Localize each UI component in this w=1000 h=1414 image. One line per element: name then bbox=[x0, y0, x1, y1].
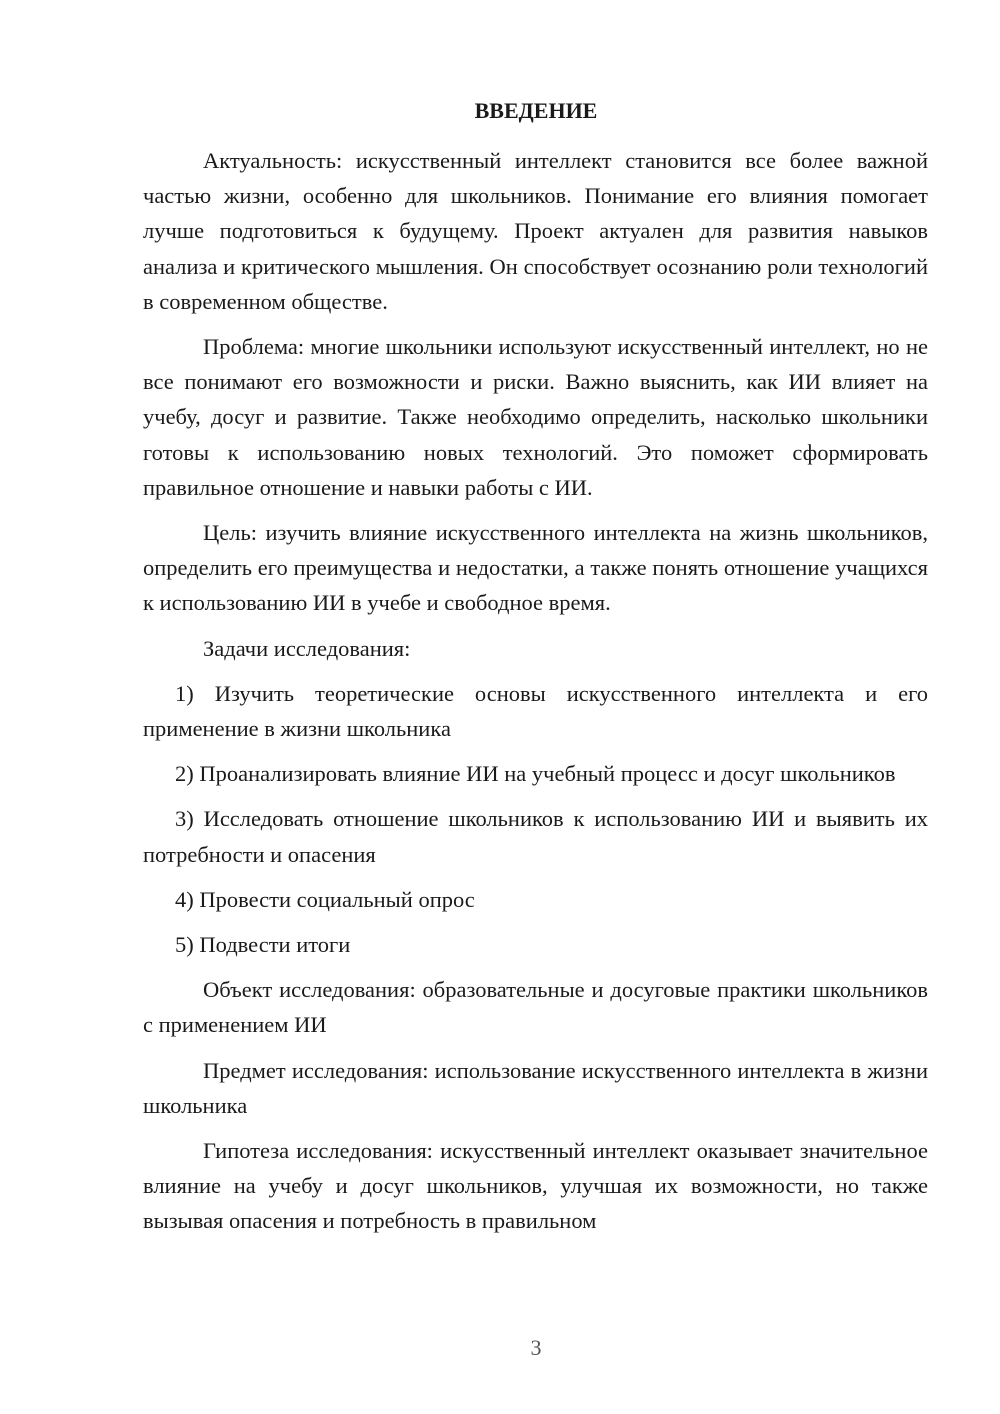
task-item-4: 4) Провести социальный опрос bbox=[175, 886, 475, 912]
section-title: ВВЕДЕНИЕ bbox=[474, 98, 598, 123]
task-item-1: 1) Изучить теоретические основы искусственного интеллекта и его применение в жизни школьника bbox=[143, 680, 928, 742]
paragraph-problem: Проблема: многие школьники используют искусственный интеллект, но не все понимают его возможности и риски. Важно выяснить, как ИИ влияет на учебу, досуг и развитие. Также необходимо определить, насколько школьники готовы к использованию новых технологий. Это поможет сформировать правильное отношение и навыки работы с ИИ. bbox=[143, 334, 928, 500]
body-text bbox=[143, 143, 928, 1249]
task-item-3: 3) Исследовать отношение школьников к использованию ИИ и выявить их потребности и опасения bbox=[143, 806, 928, 867]
paragraph-subject: Предмет исследования: использование искусственного интеллекта в жизни школьника bbox=[143, 1057, 928, 1118]
paragraph-goal: Цель: изучить влияние искусственного интеллекта на жизнь школьников, определить его преимущества и недостатки, а также понять отношение учащихся к использованию ИИ в учебе и свободное время. bbox=[143, 520, 928, 616]
page-number: 3 bbox=[530, 1335, 542, 1360]
task-item-5: 5) Подвести итоги bbox=[175, 932, 351, 958]
paragraph-object: Объект исследования: образовательные и досуговые практики школьников с применением ИИ bbox=[143, 977, 928, 1038]
task-item-2: 2) Проанализировать влияние ИИ на учебный процесс и досуг школьников bbox=[175, 761, 896, 787]
paragraph-relevance: Актуальность: искусственный интеллект становится все более важной частью жизни, особенно для школьников. Понимание его влияния помогает лучше подготовиться к будущему. Проект актуален для развития навыков анализа и критического мышления. Он способствует осознанию роли технологий в современном обществе. bbox=[143, 148, 928, 314]
paragraph-hypothesis: Гипотеза исследования: искусственный интеллект оказывает значительное влияние на учебу и досуг школьников, улучшая их возможности, но также вызывая опасения и потребность в правильном bbox=[143, 1138, 928, 1234]
tasks-heading: Задачи исследования: bbox=[203, 635, 411, 661]
